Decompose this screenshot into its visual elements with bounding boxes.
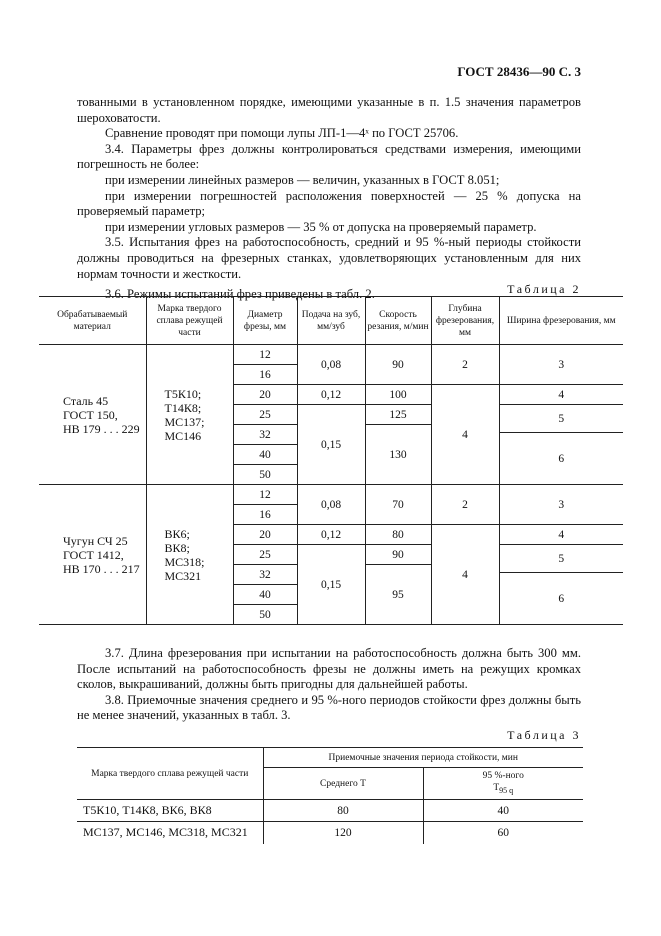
alloy-cell: МС137, МС146, МС318, МС321	[77, 822, 263, 844]
paragraph: 3.8. Приемочные значения среднего и 95 %-ного периодов стойкости фрез должны быть не менее значений, указанных в табл. 3.	[77, 692, 581, 723]
diameter-cell: 12	[233, 345, 297, 365]
header-alloy: Марка твердого сплава режущей части	[146, 297, 233, 345]
header-95: 95 %-ного $Т_{95 q}$	[423, 768, 583, 800]
speed-cell: 70	[365, 485, 431, 525]
body-text-top	[77, 95, 581, 303]
diameter-cell: 25	[233, 405, 297, 425]
diameter-cell: 40	[233, 585, 297, 605]
depth-cell: 4	[431, 385, 499, 485]
speed-cell: 130	[365, 425, 431, 485]
material-iron: Чугун СЧ 25 ГОСТ 1412, НВ 170 . . . 217	[39, 485, 146, 625]
diameter-cell: 50	[233, 465, 297, 485]
feed-cell: 0,12	[297, 525, 365, 545]
width-cell: 5	[499, 405, 623, 433]
speed-cell: 100	[365, 385, 431, 405]
header-depth: Глубина фрезерования, мм	[431, 297, 499, 345]
width-cell: 3	[499, 345, 623, 385]
diameter-cell: 50	[233, 605, 297, 625]
header-alloy: Марка твердого сплава режущей части	[77, 748, 263, 800]
feed-cell: 0,15	[297, 405, 365, 485]
table2-caption: Таблица 2	[507, 282, 581, 296]
header-diameter: Диаметр фрезы, мм	[233, 297, 297, 345]
diameter-cell: 12	[233, 485, 297, 505]
header-feed: Подача на зуб, мм/зуб	[297, 297, 365, 345]
page-header: ГОСТ 28436—90 С. 3	[457, 64, 581, 79]
header-width: Ширина фрезерования, мм	[499, 297, 623, 345]
width-cell: 4	[499, 525, 623, 545]
table3-caption: Таблица 3	[507, 728, 581, 742]
material-steel: Сталь 45 ГОСТ 150, НВ 179 . . . 229	[39, 345, 146, 485]
alloy-steel: Т5К10; Т14К8; МС137; МС146	[146, 345, 233, 485]
paragraph: 3.6. Режимы испытаний фрез приведены в табл. 2.	[105, 287, 375, 302]
diameter-cell: 32	[233, 565, 297, 585]
mean-cell: 80	[263, 800, 423, 822]
speed-cell: 90	[365, 545, 431, 565]
diameter-cell: 16	[233, 365, 297, 385]
paragraph: при измерении линейных размеров — величин, указанных в ГОСТ 8.051;	[105, 172, 500, 187]
width-cell: 3	[499, 485, 623, 525]
speed-cell: 125	[365, 405, 431, 425]
header-material: Обрабатываемый материал	[39, 297, 146, 345]
paragraph: Сравнение проводят при помощи лупы ЛП-1—4ˣ по ГОСТ 25706.	[105, 126, 459, 141]
width-cell: 6	[499, 573, 623, 625]
feed-cell: 0,08	[297, 345, 365, 385]
width-cell: 5	[499, 545, 623, 573]
speed-cell: 80	[365, 525, 431, 545]
header-group: Приемочные значения периода стойкости, мин	[263, 748, 583, 768]
diameter-cell: 40	[233, 445, 297, 465]
paragraph: 3.4. Параметры фрез должны контролироваться средствами измерения, имеющими погрешность не более:	[77, 141, 581, 172]
paragraph: тованными в установленном порядке, имеющими указанные в п. 1.5 значения параметров шероховатости.	[77, 95, 581, 125]
p95-cell: 40	[423, 800, 583, 822]
table-2	[39, 296, 623, 625]
mean-cell: 120	[263, 822, 423, 844]
diameter-cell: 20	[233, 385, 297, 405]
paragraph: 3.7. Длина фрезерования при испытании на работоспособность должна быть 300 мм. После испытаний на работоспособность фрезы не должны иметь на режущих кромках сколов, выкрашиваний, должны быть пригодны для дальнейшей работы.	[77, 646, 581, 692]
depth-cell: 2	[431, 345, 499, 385]
feed-cell: 0,12	[297, 385, 365, 405]
paragraph: при измерении погрешностей расположения поверхностей — 25 % допуска на проверяемый параметр;	[77, 188, 581, 219]
body-text-bottom	[77, 646, 581, 724]
p95-cell: 60	[423, 822, 583, 844]
width-cell: 4	[499, 385, 623, 405]
alloy-cell: Т5К10, Т14К8, ВК6, ВК8	[77, 800, 263, 822]
speed-cell: 90	[365, 345, 431, 385]
diameter-cell: 20	[233, 525, 297, 545]
diameter-cell: 32	[233, 425, 297, 445]
feed-cell: 0,15	[297, 545, 365, 625]
diameter-cell: 25	[233, 545, 297, 565]
width-cell: 6	[499, 433, 623, 485]
speed-cell: 95	[365, 565, 431, 625]
header-mean: Среднего Т	[263, 768, 423, 800]
header-speed: Скорость резания, м/мин	[365, 297, 431, 345]
diameter-cell: 16	[233, 505, 297, 525]
paragraph: 3.5. Испытания фрез на работоспособность, средний и 95 %-ный периоды стойкости должны проводиться на фрезерных станках, удовлетворяющих установленным для них нормам точности и жесткости.	[77, 235, 581, 281]
feed-cell: 0,08	[297, 485, 365, 525]
depth-cell: 4	[431, 525, 499, 625]
table-3	[77, 747, 583, 844]
alloy-iron: ВК6; ВК8; МС318; МС321	[146, 485, 233, 625]
paragraph: при измерении угловых размеров — 35 % от допуска на проверяемый параметр.	[105, 219, 537, 234]
depth-cell: 2	[431, 485, 499, 525]
